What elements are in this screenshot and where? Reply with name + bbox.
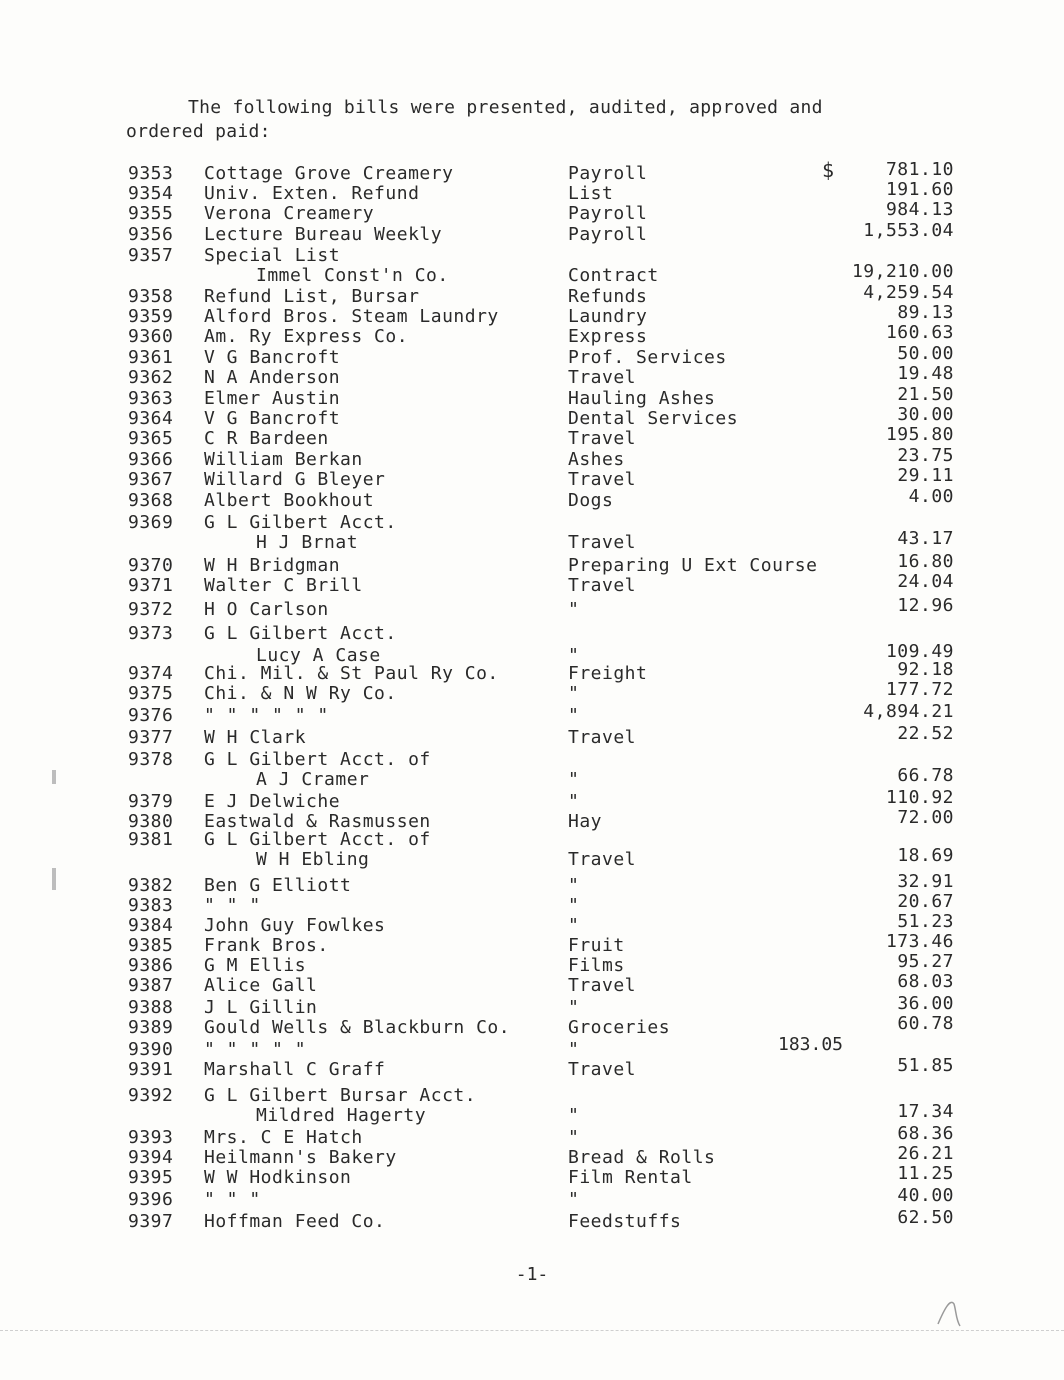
bill-purpose: Refunds bbox=[568, 286, 648, 307]
bill-number: 9365 bbox=[128, 428, 174, 449]
bill-number: 9374 bbox=[128, 663, 174, 684]
bill-purpose: Express bbox=[568, 326, 648, 347]
bill-purpose: Travel bbox=[568, 727, 637, 748]
bill-amount: 195.80 bbox=[885, 424, 954, 445]
bill-amount: 11.25 bbox=[897, 1163, 954, 1184]
bill-amount: 22.52 bbox=[897, 723, 954, 744]
bill-number: 9387 bbox=[128, 975, 174, 996]
payee-name: Alford Bros. Steam Laundry bbox=[204, 306, 499, 327]
bill-amount: 12.96 bbox=[897, 595, 954, 616]
payee-name: Marshall C Graff bbox=[204, 1059, 386, 1080]
bill-number: 9362 bbox=[128, 367, 174, 388]
bill-purpose: Groceries bbox=[568, 1017, 671, 1038]
bill-number: 9353 bbox=[128, 163, 174, 184]
bill-number: 9372 bbox=[128, 599, 174, 620]
bill-purpose: List bbox=[568, 183, 614, 204]
bill-amount: 40.00 bbox=[897, 1185, 954, 1206]
bill-purpose: Payroll bbox=[568, 203, 648, 224]
payee-name: " " " " " " bbox=[204, 705, 329, 726]
bill-amount: 21.50 bbox=[897, 384, 954, 405]
bill-number: 9371 bbox=[128, 575, 174, 596]
payee-name: W W Hodkinson bbox=[204, 1167, 352, 1188]
bill-number: 9397 bbox=[128, 1211, 174, 1232]
bill-purpose: Travel bbox=[568, 532, 637, 553]
bill-amount: 20.67 bbox=[897, 891, 954, 912]
bill-amount: 1,553.04 bbox=[863, 220, 954, 241]
bill-amount: 95.27 bbox=[897, 951, 954, 972]
bill-amount: 781.10 bbox=[885, 159, 954, 180]
bill-number: 9356 bbox=[128, 224, 174, 245]
bill-number: 9355 bbox=[128, 203, 174, 224]
page-number: -1- bbox=[515, 1264, 549, 1285]
payee-name: H J Brnat bbox=[256, 532, 359, 553]
bill-purpose: " bbox=[568, 895, 580, 916]
payee-name: Chi. Mil. & St Paul Ry Co. bbox=[204, 663, 499, 684]
margin-mark bbox=[52, 868, 56, 890]
intro-line-2: ordered paid: bbox=[126, 121, 271, 142]
bill-purpose: Travel bbox=[568, 1059, 637, 1080]
bill-amount: 72.00 bbox=[897, 807, 954, 828]
payee-name: Refund List, Bursar bbox=[204, 286, 420, 307]
intro-line-1: The following bills were presented, audited, approved and bbox=[188, 97, 823, 118]
bill-amount: 16.80 bbox=[897, 551, 954, 572]
bill-number: 9358 bbox=[128, 286, 174, 307]
bill-number: 9354 bbox=[128, 183, 174, 204]
bill-purpose: Films bbox=[568, 955, 625, 976]
payee-name: Heilmann's Bakery bbox=[204, 1147, 397, 1168]
bill-purpose: " bbox=[568, 791, 580, 812]
bill-purpose: " bbox=[568, 1039, 580, 1060]
bill-amount: 4.00 bbox=[908, 486, 954, 507]
payee-name: Ben G Elliott bbox=[204, 875, 352, 896]
bill-amount: 68.03 bbox=[897, 971, 954, 992]
bill-purpose: " bbox=[568, 1127, 580, 1148]
bill-amount: 30.00 bbox=[897, 404, 954, 425]
bill-amount: 191.60 bbox=[885, 179, 954, 200]
payee-name: W H Bridgman bbox=[204, 555, 341, 576]
payee-name: W H Ebling bbox=[256, 849, 370, 870]
bill-number: 9383 bbox=[128, 895, 174, 916]
bill-number: 9376 bbox=[128, 705, 174, 726]
payee-name: E J Delwiche bbox=[204, 791, 341, 812]
bill-number: 9386 bbox=[128, 955, 174, 976]
payee-name: H O Carlson bbox=[204, 599, 329, 620]
bill-amount: 51.23 bbox=[897, 911, 954, 932]
payee-name: Hoffman Feed Co. bbox=[204, 1211, 386, 1232]
bill-number: 9384 bbox=[128, 915, 174, 936]
payee-name: G M Ellis bbox=[204, 955, 307, 976]
bill-amount: 110.92 bbox=[885, 787, 954, 808]
bill-purpose: " bbox=[568, 1189, 580, 1210]
bill-purpose: Film Rental bbox=[568, 1167, 693, 1188]
payee-name: G L Gilbert Acct. bbox=[204, 512, 397, 533]
payee-name: G L Gilbert Acct. of bbox=[204, 829, 431, 850]
payee-name: William Berkan bbox=[204, 449, 363, 470]
bill-number: 9390 bbox=[128, 1039, 174, 1060]
payee-name: Lucy A Case bbox=[256, 645, 381, 666]
payee-name: Univ. Exten. Refund bbox=[204, 183, 420, 204]
payee-name: Elmer Austin bbox=[204, 388, 341, 409]
bill-number: 9378 bbox=[128, 749, 174, 770]
bill-number: 9364 bbox=[128, 408, 174, 429]
payee-name: W H Clark bbox=[204, 727, 307, 748]
bill-purpose: " bbox=[568, 599, 580, 620]
bottom-rule bbox=[0, 1330, 1064, 1331]
bill-purpose: Laundry bbox=[568, 306, 648, 327]
bill-amount: 50.00 bbox=[897, 343, 954, 364]
dollar-sign: $ bbox=[822, 158, 835, 182]
bill-purpose: " bbox=[568, 645, 580, 666]
payee-name: J L Gillin bbox=[204, 997, 318, 1018]
bill-purpose: Travel bbox=[568, 975, 637, 996]
bill-number: 9388 bbox=[128, 997, 174, 1018]
bill-amount: 17.34 bbox=[897, 1101, 954, 1122]
bill-number: 9380 bbox=[128, 811, 174, 832]
bill-number: 9368 bbox=[128, 490, 174, 511]
bill-number: 9391 bbox=[128, 1059, 174, 1080]
bill-purpose: Payroll bbox=[568, 163, 648, 184]
payee-name: Walter C Brill bbox=[204, 575, 363, 596]
bill-number: 9382 bbox=[128, 875, 174, 896]
payee-name: G L Gilbert Acct. of bbox=[204, 749, 431, 770]
payee-name: " " " " " bbox=[204, 1039, 307, 1060]
bill-number: 9367 bbox=[128, 469, 174, 490]
bill-purpose: Dental Services bbox=[568, 408, 739, 429]
bill-amount: 4,259.54 bbox=[863, 282, 954, 303]
payee-name: Immel Const'n Co. bbox=[256, 265, 449, 286]
bill-number: 9392 bbox=[128, 1085, 174, 1106]
bill-amount: 4,894.21 bbox=[863, 701, 954, 722]
payee-name: Am. Ry Express Co. bbox=[204, 326, 409, 347]
bill-purpose: Ashes bbox=[568, 449, 625, 470]
payee-name: V G Bancroft bbox=[204, 347, 341, 368]
bill-amount: 177.72 bbox=[885, 679, 954, 700]
payee-name: G L Gilbert Bursar Acct. bbox=[204, 1085, 477, 1106]
bill-amount: 51.85 bbox=[897, 1055, 954, 1076]
payee-name: Lecture Bureau Weekly bbox=[204, 224, 443, 245]
bill-number: 9375 bbox=[128, 683, 174, 704]
payee-name: G L Gilbert Acct. bbox=[204, 623, 397, 644]
payee-name: V G Bancroft bbox=[204, 408, 341, 429]
bill-amount: 43.17 bbox=[897, 528, 954, 549]
payee-name: Gould Wells & Blackburn Co. bbox=[204, 1017, 511, 1038]
bill-amount: 18.69 bbox=[897, 845, 954, 866]
side-amount: 183.05 bbox=[778, 1034, 844, 1055]
payee-name: Mildred Hagerty bbox=[256, 1105, 427, 1126]
bill-number: 9377 bbox=[128, 727, 174, 748]
bill-number: 9396 bbox=[128, 1189, 174, 1210]
bill-amount: 23.75 bbox=[897, 445, 954, 466]
bill-purpose: " bbox=[568, 997, 580, 1018]
bill-purpose: " bbox=[568, 705, 580, 726]
payee-name: " " " bbox=[204, 1189, 261, 1210]
bill-purpose: Feedstuffs bbox=[568, 1211, 682, 1232]
bill-number: 9357 bbox=[128, 245, 174, 266]
bill-amount: 62.50 bbox=[897, 1207, 954, 1228]
bill-purpose: " bbox=[568, 915, 580, 936]
bill-purpose: Travel bbox=[568, 469, 637, 490]
bill-amount: 26.21 bbox=[897, 1143, 954, 1164]
bill-purpose: Prof. Services bbox=[568, 347, 727, 368]
payee-name: Eastwald & Rasmussen bbox=[204, 811, 431, 832]
payee-name: Cottage Grove Creamery bbox=[204, 163, 454, 184]
payee-name: " " " bbox=[204, 895, 261, 916]
payee-name: Albert Bookhout bbox=[204, 490, 375, 511]
bill-number: 9359 bbox=[128, 306, 174, 327]
bill-amount: 19,210.00 bbox=[851, 261, 954, 282]
bill-purpose: Travel bbox=[568, 367, 637, 388]
payee-name: Special List bbox=[204, 245, 341, 266]
bill-number: 9360 bbox=[128, 326, 174, 347]
intro-paragraph bbox=[126, 96, 926, 144]
bill-amount: 984.13 bbox=[885, 199, 954, 220]
bill-number: 9394 bbox=[128, 1147, 174, 1168]
bill-purpose: Freight bbox=[568, 663, 648, 684]
bill-amount: 36.00 bbox=[897, 993, 954, 1014]
bill-purpose: Travel bbox=[568, 428, 637, 449]
bill-number: 9361 bbox=[128, 347, 174, 368]
bill-amount: 109.49 bbox=[885, 641, 954, 662]
bill-purpose: Payroll bbox=[568, 224, 648, 245]
bill-amount: 66.78 bbox=[897, 765, 954, 786]
bill-number: 9395 bbox=[128, 1167, 174, 1188]
bill-number: 9381 bbox=[128, 829, 174, 850]
payee-name: C R Bardeen bbox=[204, 428, 329, 449]
bill-purpose: Preparing U Ext Course bbox=[568, 555, 818, 576]
payee-name: Frank Bros. bbox=[204, 935, 329, 956]
bill-amount: 32.91 bbox=[897, 871, 954, 892]
bill-purpose: " bbox=[568, 769, 580, 790]
bill-purpose: " bbox=[568, 683, 580, 704]
payee-name: Willard G Bleyer bbox=[204, 469, 386, 490]
bill-number: 9385 bbox=[128, 935, 174, 956]
bill-purpose: Travel bbox=[568, 575, 637, 596]
corner-scribble bbox=[930, 1292, 970, 1332]
payee-name: John Guy Fowlkes bbox=[204, 915, 386, 936]
bill-amount: 24.04 bbox=[897, 571, 954, 592]
bill-purpose: Hauling Ashes bbox=[568, 388, 716, 409]
bill-purpose: Travel bbox=[568, 849, 637, 870]
bill-number: 9393 bbox=[128, 1127, 174, 1148]
payee-name: A J Cramer bbox=[256, 769, 370, 790]
payee-name: Alice Gall bbox=[204, 975, 318, 996]
bill-amount: 89.13 bbox=[897, 302, 954, 323]
payee-name: N A Anderson bbox=[204, 367, 341, 388]
bill-number: 9389 bbox=[128, 1017, 174, 1038]
bill-amount: 160.63 bbox=[885, 322, 954, 343]
bill-number: 9366 bbox=[128, 449, 174, 470]
margin-mark bbox=[52, 770, 56, 784]
bill-purpose: Fruit bbox=[568, 935, 625, 956]
bill-amount: 68.36 bbox=[897, 1123, 954, 1144]
bill-amount: 92.18 bbox=[897, 659, 954, 680]
bill-number: 9379 bbox=[128, 791, 174, 812]
bill-amount: 60.78 bbox=[897, 1013, 954, 1034]
bill-amount: 29.11 bbox=[897, 465, 954, 486]
bill-purpose: Hay bbox=[568, 811, 603, 832]
bill-amount: 173.46 bbox=[885, 931, 954, 952]
bill-number: 9363 bbox=[128, 388, 174, 409]
bill-purpose: " bbox=[568, 1105, 580, 1126]
bill-amount: 19.48 bbox=[897, 363, 954, 384]
bill-purpose: Bread & Rolls bbox=[568, 1147, 716, 1168]
bill-number: 9370 bbox=[128, 555, 174, 576]
bill-number: 9373 bbox=[128, 623, 174, 644]
bill-purpose: Dogs bbox=[568, 490, 614, 511]
bill-purpose: " bbox=[568, 875, 580, 896]
bill-purpose: Contract bbox=[568, 265, 659, 286]
bill-number: 9369 bbox=[128, 512, 174, 533]
payee-name: Verona Creamery bbox=[204, 203, 375, 224]
payee-name: Chi. & N W Ry Co. bbox=[204, 683, 397, 704]
payee-name: Mrs. C E Hatch bbox=[204, 1127, 363, 1148]
